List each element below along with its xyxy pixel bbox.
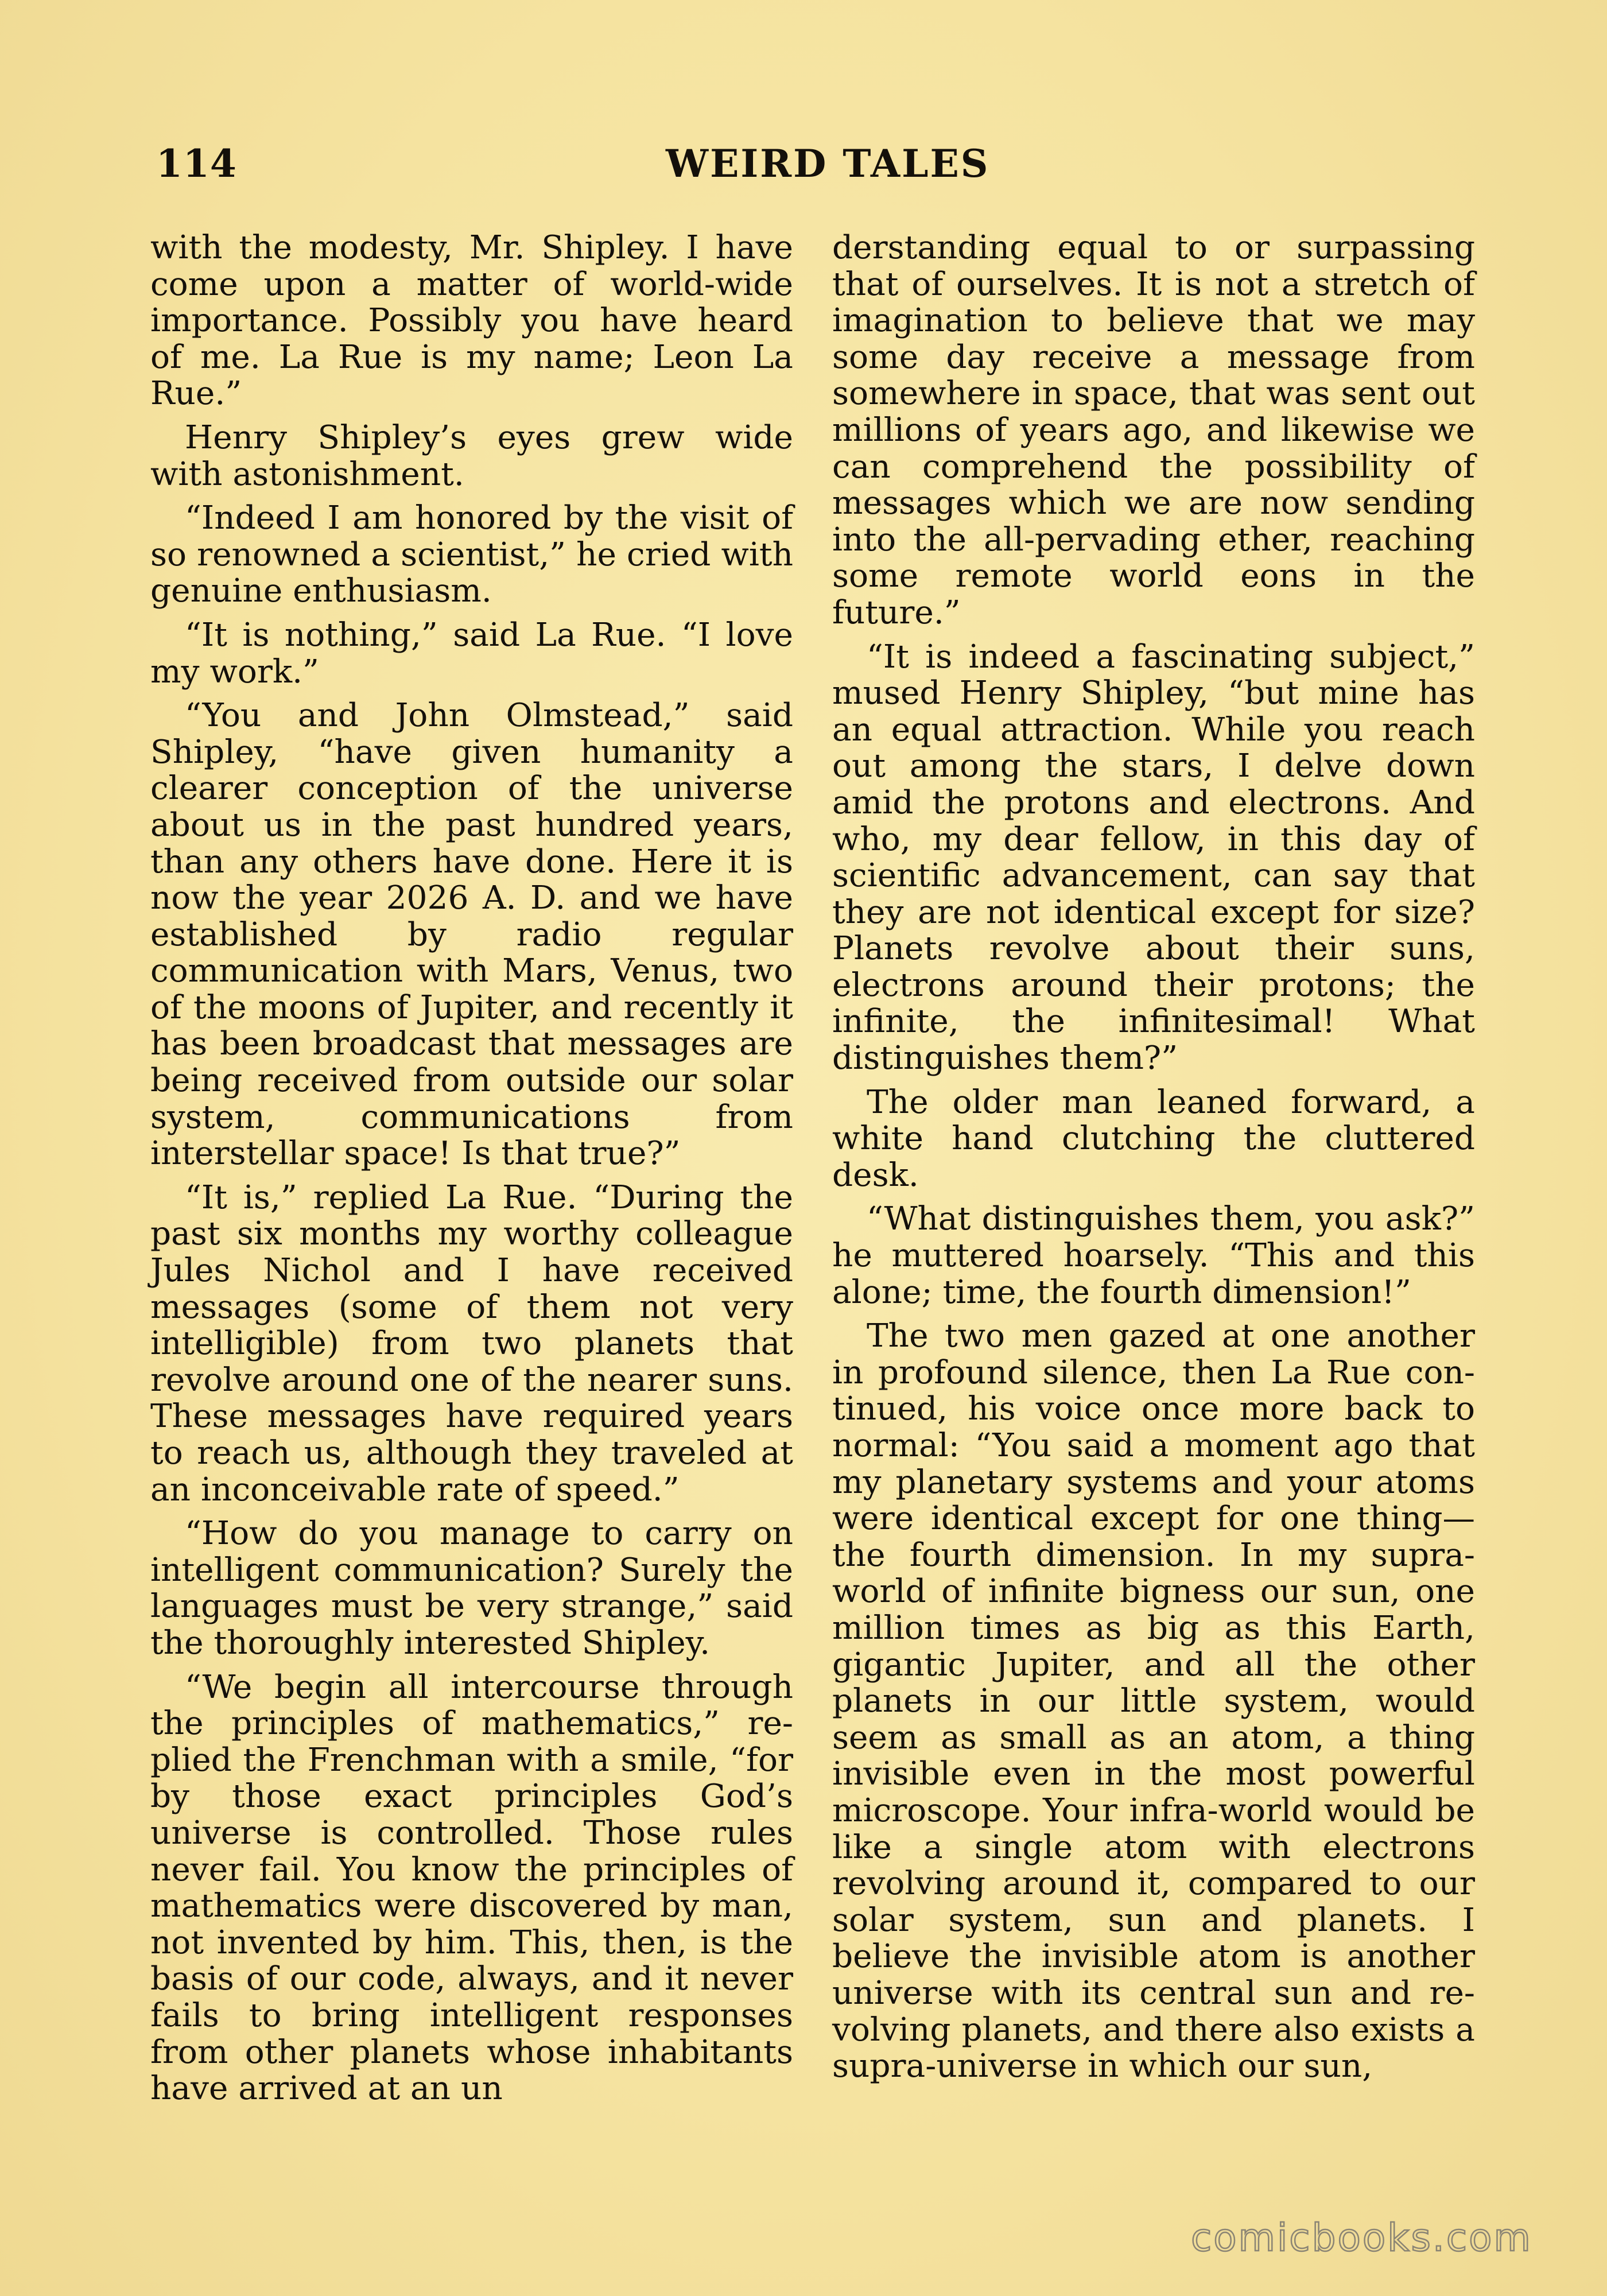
paragraph: The two men gazed at one another in profound silence, then La Rue continued, his voice once more back to normal: “You said a moment ago that my planetary systems and your atoms were identical except for one thing—the fourth dimension. In my supra-world of infinite bigness our sun, one million times as big as this Earth, gigantic Jupiter, and all the other planets in our little system, would seem as small as an atom, a thing invisible even in the most powerful microscope. Your infra-world would be like a single atom with electrons revolving around it, compared to our solar system, sun and planets. I believe the invisible atom is another universe with its central sun and revolving planets, and there also exists a supra-universe in which our sun, <box>832 1317 1475 2085</box>
watermark: comicbooks.com <box>1191 2216 1532 2260</box>
paragraph: “What distinguishes them, you ask?” he muttered hoarsely. “This and this alone; time, the fourth dimension!” <box>832 1200 1475 1311</box>
paragraph: “Indeed I am honored by the visit of so renowned a scientist,” he cried with genuine enthusiasm. <box>150 499 793 610</box>
right-column <box>832 230 1475 2092</box>
left-column <box>150 230 793 2115</box>
running-head: WEIRD TALES <box>666 141 990 186</box>
paragraph: “You and John Olmstead,” said Shipley, “have given humanity a clearer conception of the universe about us in the past hundred years, than any others have done. Here it is now the year 2026 A. D. and we have established by radio regular communication with Mars, Venus, two of the moons of Jupiter, and recently it has been broadcast that messages are being received from outside our solar system, communications from interstellar space! Is that true?” <box>150 697 793 1173</box>
paragraph: “It is nothing,” said La Rue. “I love my work.” <box>150 616 793 691</box>
paragraph: with the modesty, Mr. Shipley. I have come upon a matter of world-wide importance. Possibly you have heard of me. La Rue is my name; Leon La Rue.” <box>150 229 793 413</box>
page-number: 114 <box>156 141 237 186</box>
paragraph: “How do you manage to carry on intelligent communication? Surely the languages must be very strange,” said the thoroughly interested Shipley. <box>150 1515 793 1662</box>
paragraph: Henry Shipley’s eyes grew wide with astonishment. <box>150 418 793 493</box>
paragraph: “It is indeed a fascinating subject,” mused Henry Shipley, “but mine has an equal attraction. While you reach out among the stars, I delve down amid the protons and electrons. And who, my dear fellow, in this day of scientific advancement, can say that they are not identical except for size? Planets revolve about their suns, electrons around their protons; the infinite, the infinitesimal! What distinguishes them?” <box>832 638 1475 1077</box>
paragraph: The older man leaned forward, a white hand clutching the cluttered desk. <box>832 1083 1475 1194</box>
paragraph: “It is,” replied La Rue. “During the past six months my worthy colleague Jules Nichol and I have received messages (some of them not very intelligible) from two planets that revolve around one of the nearer suns. These messages have required years to reach us, although they traveled at an inconceivable rate of speed.” <box>150 1178 793 1508</box>
paragraph: “We begin all intercourse through the principles of mathematics,” replied the Frenchman with a smile, “for by those exact principles God’s universe is controlled. Those rules never fail. You know the principles of mathematics were discovered by man, not invented by him. This, then, is the basis of our code, always, and it never fails to bring intelligent responses from other planets whose inhabitants have arrived at an un <box>150 1668 793 2108</box>
paragraph: derstanding equal to or surpassing that of ourselves. It is not a stretch of imagination to believe that we may some day receive a message from somewhere in space, that was sent out millions of years ago, and likewise we can comprehend the possibility of messages which we are now sending into the all-pervading ether, reaching some remote world eons in the future.” <box>832 229 1475 631</box>
